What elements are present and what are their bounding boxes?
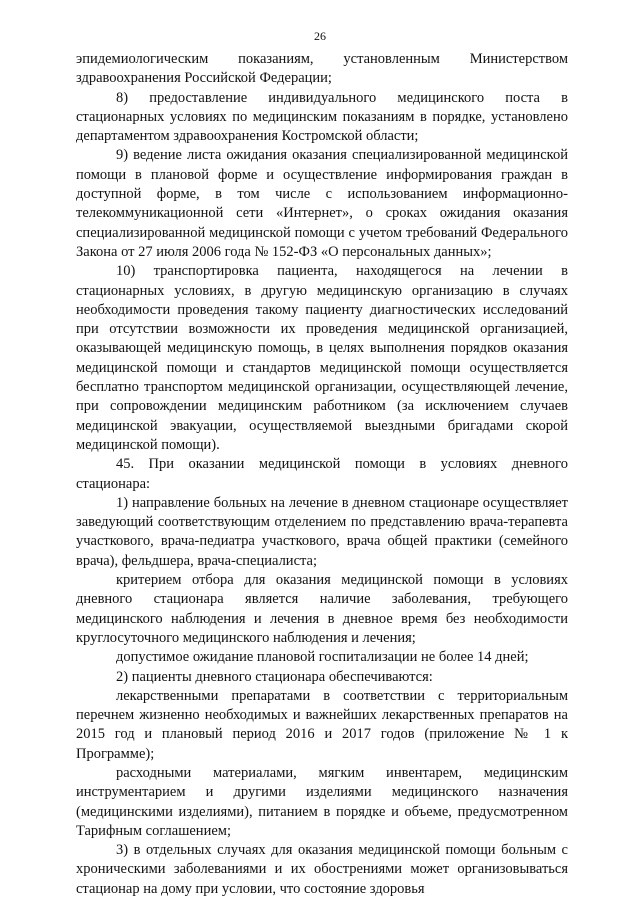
paragraph-continuation: эпидемиологическим показаниям, установленным Министерством здравоохранения Российской Федерации;: [76, 51, 568, 87]
paragraph-item-9: 9) ведение листа ожидания оказания специализированной медицинской помощи в плановой форме и осуществление информирования граждан в доступной форме, в том числе с использованием информационно-телекоммуникационной сети «Интернет», о сроках ожидания оказания специализированной медицинской помощи с учетом требований Федерального Закона от 27 июля 2006 года № 152-ФЗ «О персональных данных»;: [76, 147, 568, 260]
page-number: 26: [314, 29, 326, 43]
paragraph-subitem-1: 1) направление больных на лечение в дневном стационаре осуществляет заведующий соответствующим отделением по представлению врача-терапевта участкового, врача-педиатра участкового, врача общей практики (семейного врача), фельдшера, врача-специалиста;: [76, 494, 568, 569]
paragraph-item-10: 10) транспортировка пациента, находящегося на лечении в стационарных условиях, в другую медицинскую организацию в случаях необходимости проведения такому пациенту диагностических исследований при отсутствии возможности их проведения медицинской организацией, оказывающей медицинскую помощь, в целях выполнения порядков оказания медицинской помощи и стандартов медицинской помощи осуществляется бесплатно транспортом медицинской организации, осуществляющей лечение, при сопровождении медицинским работником (за исключением случаев медицинской эвакуации, осуществляемой выездными бригадами скорой медицинской помощи).: [76, 263, 568, 453]
paragraph-subitem-2: 2) пациенты дневного стационара обеспечиваются:: [116, 668, 433, 685]
paragraph-subitem-3: 3) в отдельных случаях для оказания медицинской помощи больным с хроническими заболеваниями и их обострениями может организовываться стационар на дому при условии, что состояние здоровья: [76, 842, 568, 897]
paragraph-item-8: 8) предоставление индивидуального медицинского поста в стационарных условиях по медицинским показаниям в порядке, установлено департаментом здравоохранения Костромской области;: [76, 89, 568, 145]
paragraph-waiting-time: допустимое ожидание плановой госпитализации не более 14 дней;: [116, 649, 529, 666]
paragraph-supplies: расходными материалами, мягким инвентарем, медицинским инструментарием и другими изделиями медицинского назначения (медицинскими изделиями), питанием в порядке и объеме, предусмотренном Тарифным соглашением;: [76, 764, 568, 839]
paragraph-section-45: 45. При оказании медицинской помощи в условиях дневного стационара:: [76, 456, 568, 492]
paragraph-selection-criterion: критерием отбора для оказания медицинской помощи в условиях дневного стационара является наличие заболевания, требующего медицинского наблюдения и лечения в дневное время без необходимости круглосуточного медицинского наблюдения и лечения;: [76, 572, 568, 646]
paragraph-medicines: лекарственными препаратами в соответствии с территориальным перечнем жизненно необходимых и важнейших лекарственных препаратов на 2015 год и плановый период 2016 и 2017 годов (приложение № 1 к Программе);: [76, 687, 568, 762]
document-body: [76, 50, 568, 899]
